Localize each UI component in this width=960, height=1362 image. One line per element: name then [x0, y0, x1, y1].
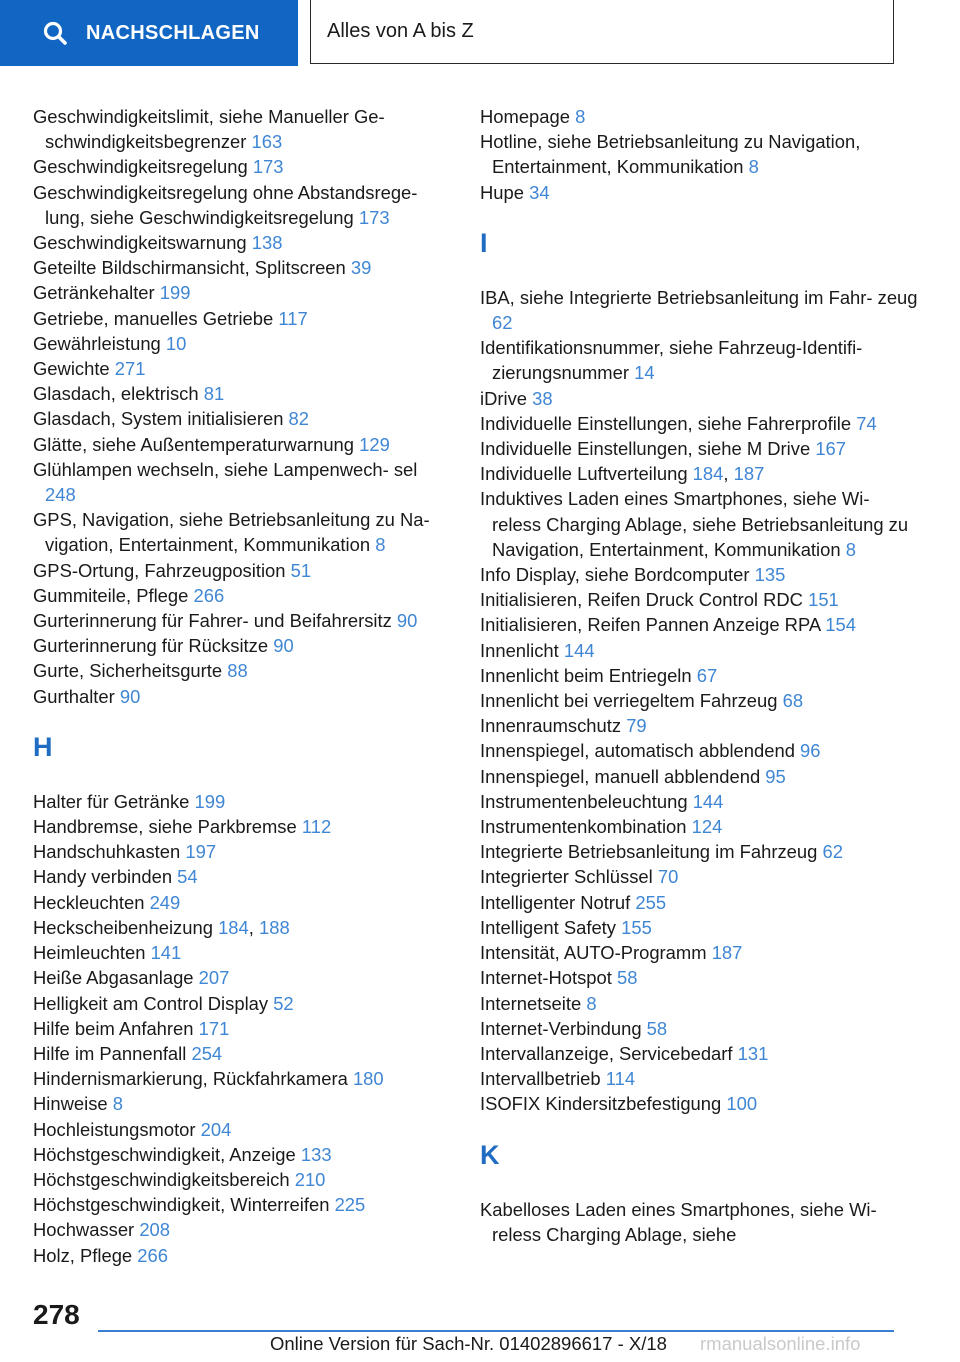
- page-link[interactable]: 138: [251, 232, 283, 254]
- page-link[interactable]: 79: [626, 715, 647, 737]
- index-entry: [33, 180, 443, 230]
- index-entry: [33, 255, 443, 280]
- page-link[interactable]: 187: [733, 463, 765, 485]
- index-entry-text: Heckleuchten: [33, 891, 145, 913]
- index-entry-text: Halter für Getränke: [33, 790, 190, 812]
- index-entry: [480, 688, 920, 713]
- index-entry-text: Intelligent Safety: [480, 916, 616, 938]
- index-entry-text: Innenspiegel, manuell abblendend: [480, 765, 761, 787]
- index-entry-text: Geteilte Bildschirmansicht, Splitscreen: [33, 257, 346, 279]
- index-entry: [33, 839, 443, 864]
- index-entry-text: iDrive: [480, 387, 528, 409]
- index-entry-text: Intervallanzeige, Servicebedarf: [480, 1042, 733, 1064]
- page-link[interactable]: 51: [290, 559, 312, 581]
- page-link[interactable]: 88: [227, 660, 248, 682]
- index-entry-text: Glasdach, elektrisch: [33, 383, 199, 405]
- index-entry: [480, 587, 920, 612]
- page-link[interactable]: 8: [575, 106, 586, 127]
- index-entry-text: Induktives Laden eines Smartphones, siehe Wi‐ reless Charging Ablage, siehe Betriebsanleitung zu Navigation, Entertainment, Kommunikation: [480, 488, 909, 560]
- index-entry: [480, 915, 920, 940]
- index-entry-text: Glasdach, System initialisieren: [33, 408, 284, 430]
- index-entry: [33, 1041, 443, 1066]
- index-entry: [33, 1091, 443, 1116]
- index-entry: [33, 356, 443, 381]
- index-entry-text: Glätte, siehe Außentemperaturwarnung: [33, 433, 355, 455]
- index-entry: [480, 789, 920, 814]
- index-entry-text: Internet-Verbindung: [480, 1017, 642, 1039]
- footer-divider: [98, 1330, 894, 1332]
- page-link[interactable]: 271: [114, 358, 146, 380]
- index-entry-text: Initialisieren, Reifen Pannen Anzeige RPA: [480, 614, 821, 636]
- index-entry-text: Hupe: [480, 181, 524, 203]
- index-entry: [33, 406, 443, 431]
- page-link[interactable]: 67: [696, 664, 718, 686]
- page-link[interactable]: 188: [259, 916, 290, 938]
- index-entry-text: Hindernismarkierung, Rückfahrkamera: [33, 1068, 348, 1090]
- index-entry-text: Hinweise: [33, 1093, 108, 1115]
- index-entry-text: Geschwindigkeitsregelung ohne Abstandsrege‐ lung, siehe Geschwindigkeitsregelung: [33, 181, 418, 228]
- index-entry: [480, 1197, 920, 1247]
- index-entry-text: Internet-Hotspot: [480, 967, 612, 989]
- page-link[interactable]: 68: [782, 690, 804, 712]
- index-entry: [480, 335, 920, 385]
- index-entry-text: Gummiteile, Pflege: [33, 584, 189, 606]
- index-entry: [480, 1016, 920, 1041]
- page-link[interactable]: 199: [194, 790, 226, 812]
- page-link[interactable]: 62: [822, 841, 843, 863]
- index-entry: [33, 965, 443, 990]
- index-entry: [33, 507, 443, 557]
- index-entry-text: Hilfe beim Anfahren: [33, 1017, 194, 1039]
- index-entry-text: Integrierter Schlüssel: [480, 866, 653, 888]
- page-link[interactable]: 133: [300, 1143, 332, 1165]
- index-entry-text: Intensität, AUTO-Programm: [480, 942, 707, 964]
- index-entry-text: Instrumentenbeleuchtung: [480, 790, 688, 812]
- page-separator: ,: [248, 916, 254, 938]
- index-entry: [33, 1016, 443, 1041]
- index-entry-text: Instrumentenkombination: [480, 816, 687, 838]
- page-link[interactable]: 38: [532, 387, 553, 409]
- index-entry-text: IBA, siehe Integrierte Betriebsanleitung im Fahr‐ zeug: [480, 286, 918, 308]
- index-entry: [480, 436, 920, 461]
- index-entry-text: Geschwindigkeitslimit, siehe Manueller Ge‐ schwindigkeitsbegrenzer: [33, 106, 385, 153]
- index-entry: [480, 104, 920, 129]
- index-entry-text: GPS, Navigation, siehe Betriebsanleitung zu Na‐ vigation, Entertainment, Kommunikation: [33, 509, 430, 556]
- page-link[interactable]: 8: [845, 538, 856, 560]
- index-entry: [33, 1066, 443, 1091]
- index-entry: [33, 890, 443, 915]
- page-link[interactable]: 210: [294, 1168, 326, 1190]
- page-link[interactable]: 95: [765, 765, 786, 787]
- page-link[interactable]: 52: [273, 992, 294, 1014]
- index-entry-text: ISOFIX Kindersitzbefestigung: [480, 1093, 722, 1115]
- page-link[interactable]: 248: [45, 484, 76, 506]
- index-entry: [480, 991, 920, 1016]
- index-entry-text: Identifikationsnummer, siehe Fahrzeug-Identifi‐ zierungsnummer: [480, 337, 863, 384]
- index-entry-text: Höchstgeschwindigkeit, Anzeige: [33, 1143, 296, 1165]
- page-link[interactable]: 114: [605, 1068, 636, 1090]
- index-entry-text: Geschwindigkeitswarnung: [33, 232, 247, 254]
- page-link[interactable]: 124: [691, 816, 723, 838]
- index-entry: [33, 331, 443, 356]
- index-entry-text: Holz, Pflege: [33, 1244, 133, 1266]
- page-link[interactable]: 151: [808, 589, 839, 611]
- index-entry: [480, 562, 920, 587]
- page-link[interactable]: 204: [200, 1118, 232, 1140]
- page-link[interactable]: 58: [646, 1017, 668, 1039]
- page-link[interactable]: 144: [692, 790, 724, 812]
- index-entry-text: Handy verbinden: [33, 866, 173, 888]
- index-entry: [480, 1091, 920, 1116]
- nachschlagen-button[interactable]: [0, 0, 298, 66]
- index-entry: [480, 1041, 920, 1066]
- index-entry: [33, 789, 443, 814]
- page-link[interactable]: 163: [251, 131, 283, 153]
- index-entry: [480, 890, 920, 915]
- index-entry: [480, 612, 920, 637]
- watermark: rmanualsonline.info: [700, 1333, 861, 1354]
- page-link[interactable]: 184: [218, 916, 249, 938]
- page-link[interactable]: 39: [350, 257, 372, 279]
- index-entry-text: Geschwindigkeitsregelung: [33, 156, 248, 178]
- index-entry: [33, 154, 443, 179]
- index-entry-text: GPS-Ortung, Fahrzeugposition: [33, 559, 286, 581]
- index-entry: [480, 638, 920, 663]
- index-entry-text: Intervallbetrieb: [480, 1068, 601, 1090]
- page-link[interactable]: 154: [825, 614, 856, 636]
- index-entry: [480, 411, 920, 436]
- index-entry: [33, 684, 443, 709]
- page-link[interactable]: 90: [119, 685, 141, 707]
- page-link[interactable]: 266: [137, 1244, 168, 1266]
- index-entry-text: Glühlampen wechseln, siehe Lampenwech‐ sel: [33, 458, 418, 480]
- index-entry: [33, 457, 443, 507]
- index-entry-text: Gurte, Sicherheitsgurte: [33, 660, 223, 682]
- page-link[interactable]: 112: [301, 816, 332, 838]
- index-entry: [33, 583, 443, 608]
- index-entry-text: Gurterinnerung für Fahrer- und Beifahrersitz: [33, 610, 392, 632]
- index-entry: [33, 633, 443, 658]
- page-link[interactable]: 207: [198, 967, 230, 989]
- breadcrumb[interactable]: [310, 0, 894, 64]
- search-icon: [42, 20, 68, 46]
- index-entry-text: Individuelle Luftverteilung: [480, 463, 688, 485]
- top-bar: [0, 0, 960, 68]
- index-entry-text: Info Display, siehe Bordcomputer: [480, 564, 750, 586]
- index-entry-text: Heiße Abgasanlage: [33, 967, 194, 989]
- page-link[interactable]: 70: [657, 866, 679, 888]
- page-link[interactable]: 8: [748, 156, 759, 178]
- index-entry-text: Integrierte Betriebsanleitung im Fahrzeug: [480, 841, 818, 863]
- index-entry-text: Handbremse, siehe Parkbremse: [33, 816, 297, 838]
- page-link[interactable]: 100: [726, 1093, 758, 1115]
- page-number: 278: [33, 1299, 80, 1330]
- index-entry: [33, 1167, 443, 1192]
- index-entry-text: Gurthalter: [33, 685, 115, 707]
- page-link[interactable]: 58: [617, 967, 638, 989]
- index-entry: [33, 381, 443, 406]
- index-entry-text: Kabelloses Laden eines Smartphones, siehe Wi‐ reless Charging Ablage, siehe: [480, 1198, 877, 1245]
- page-link[interactable]: 255: [635, 891, 667, 913]
- index-entry-text: Individuelle Einstellungen, siehe M Drive: [480, 438, 811, 460]
- index-entry: [480, 1066, 920, 1091]
- index-entry: [480, 486, 920, 562]
- index-entry: [480, 764, 920, 789]
- index-entry-text: Intelligenter Notruf: [480, 891, 631, 913]
- index-entry-text: Hilfe im Pannenfall: [33, 1042, 187, 1064]
- page-link[interactable]: 225: [334, 1194, 366, 1216]
- index-entry: [33, 864, 443, 889]
- page-link[interactable]: 199: [159, 282, 191, 304]
- index-entry-text: Getränkehalter: [33, 282, 155, 304]
- nav-button-label: NACHSCHLAGEN: [86, 21, 260, 44]
- index-entry-text: Hotline, siehe Betriebsanleitung zu Navigation, Entertainment, Kommunikation: [480, 131, 861, 178]
- index-entry-text: Gurterinnerung für Rücksitze: [33, 635, 269, 657]
- index-entry: [480, 461, 920, 486]
- page-link[interactable]: 90: [273, 635, 294, 657]
- index-entry: [33, 608, 443, 633]
- index-entry: [480, 738, 920, 763]
- index-entry: [33, 558, 443, 583]
- index-entry-text: Innenlicht: [480, 639, 559, 661]
- index-entry: [480, 386, 920, 411]
- index-entry: [33, 658, 443, 683]
- page-link[interactable]: 197: [185, 841, 217, 863]
- page-link[interactable]: 10: [165, 332, 187, 354]
- index-entry-text: Heimleuchten: [33, 942, 146, 964]
- index-entry-text: Innenlicht bei verriegeltem Fahrzeug: [480, 690, 778, 712]
- page-link[interactable]: 266: [193, 584, 225, 606]
- index-entry: [33, 1243, 443, 1268]
- page-link[interactable]: 90: [396, 610, 418, 632]
- page-link[interactable]: 117: [278, 307, 308, 329]
- page-separator: ,: [723, 463, 729, 485]
- page-link[interactable]: 184: [692, 463, 724, 485]
- page-link[interactable]: 171: [198, 1017, 230, 1039]
- page-link[interactable]: 180: [352, 1068, 384, 1090]
- index-column-left: [33, 104, 443, 1268]
- index-entry-text: Helligkeit am Control Display: [33, 992, 269, 1014]
- page-link[interactable]: 129: [359, 433, 390, 455]
- page-link[interactable]: 14: [634, 362, 655, 384]
- page-link[interactable]: 208: [139, 1219, 170, 1241]
- index-entry: [33, 230, 443, 255]
- index-entry: [33, 940, 443, 965]
- page-link[interactable]: 8: [586, 992, 597, 1014]
- index-entry-text: Handschuhkasten: [33, 841, 181, 863]
- index-entry-text: Homepage: [480, 106, 570, 127]
- index-entry: [480, 814, 920, 839]
- index-entry-text: Hochwasser: [33, 1219, 135, 1241]
- index-entry: [480, 285, 920, 335]
- page-link[interactable]: 249: [149, 891, 181, 913]
- page-link[interactable]: 82: [288, 408, 310, 430]
- index-entry-text: Heckscheibenheizung: [33, 916, 213, 938]
- page-link[interactable]: 74: [856, 412, 877, 434]
- breadcrumb-label: Alles von A bis Z: [327, 20, 474, 42]
- page-link[interactable]: 8: [112, 1093, 123, 1115]
- index-entry: [480, 864, 920, 889]
- index-entry: [33, 1217, 443, 1242]
- page-link[interactable]: 62: [492, 312, 513, 334]
- page-link[interactable]: 167: [815, 438, 846, 460]
- index-entry: [33, 432, 443, 457]
- page-link[interactable]: 254: [191, 1042, 223, 1064]
- page-link[interactable]: 144: [563, 639, 595, 661]
- page-link[interactable]: 173: [358, 206, 390, 228]
- index-entry: [480, 940, 920, 965]
- footer-version-text: Online Version für Sach-Nr. 01402896617 - X/18: [270, 1333, 667, 1354]
- index-entry: [33, 104, 443, 154]
- page-link[interactable]: 8: [375, 534, 386, 556]
- index-entry: [480, 839, 920, 864]
- index-column-right: [480, 104, 920, 1247]
- index-letter-heading: I: [480, 228, 488, 259]
- index-entry-text: Gewährleistung: [33, 332, 161, 354]
- index-entry-text: Internetseite: [480, 992, 582, 1014]
- index-entry: [33, 991, 443, 1016]
- index-letter-heading: H: [33, 732, 53, 763]
- index-entry: [33, 1192, 443, 1217]
- index-entry-text: Höchstgeschwindigkeit, Winterreifen: [33, 1194, 330, 1216]
- index-entry: [33, 1117, 443, 1142]
- index-entry-text: Höchstgeschwindigkeitsbereich: [33, 1168, 290, 1190]
- index-entry-text: Gewichte: [33, 358, 110, 380]
- page-link[interactable]: 135: [754, 564, 786, 586]
- index-entry-text: Individuelle Einstellungen, siehe Fahrerprofile: [480, 412, 852, 434]
- index-entry: [480, 180, 920, 205]
- index-entry-text: Innenraumschutz: [480, 715, 622, 737]
- index-entry: [33, 280, 443, 305]
- page-link[interactable]: 187: [711, 942, 743, 964]
- index-entry: [480, 129, 920, 179]
- page-link[interactable]: 96: [800, 740, 821, 762]
- page-link[interactable]: 34: [529, 181, 550, 203]
- page-link[interactable]: 81: [203, 383, 225, 405]
- index-entry: [33, 1142, 443, 1167]
- page-link[interactable]: 54: [177, 866, 198, 888]
- page-link[interactable]: 131: [737, 1042, 769, 1064]
- index-entry-text: Innenlicht beim Entriegeln: [480, 664, 692, 686]
- index-entry: [480, 663, 920, 688]
- index-entry: [480, 713, 920, 738]
- page-link[interactable]: 173: [252, 156, 284, 178]
- index-entry: [33, 915, 443, 940]
- index-entry-text: Hochleistungsmotor: [33, 1118, 196, 1140]
- index-entry: [33, 814, 443, 839]
- index-entry: [480, 965, 920, 990]
- index-entry-text: Initialisieren, Reifen Druck Control RDC: [480, 589, 803, 611]
- index-entry-text: Getriebe, manuelles Getriebe: [33, 307, 274, 329]
- index-letter-heading: K: [480, 1139, 500, 1170]
- page-link[interactable]: 155: [621, 916, 652, 938]
- index-entry: [33, 306, 443, 331]
- page-link[interactable]: 141: [150, 942, 182, 964]
- index-entry-text: Innenspiegel, automatisch abblendend: [480, 740, 795, 762]
